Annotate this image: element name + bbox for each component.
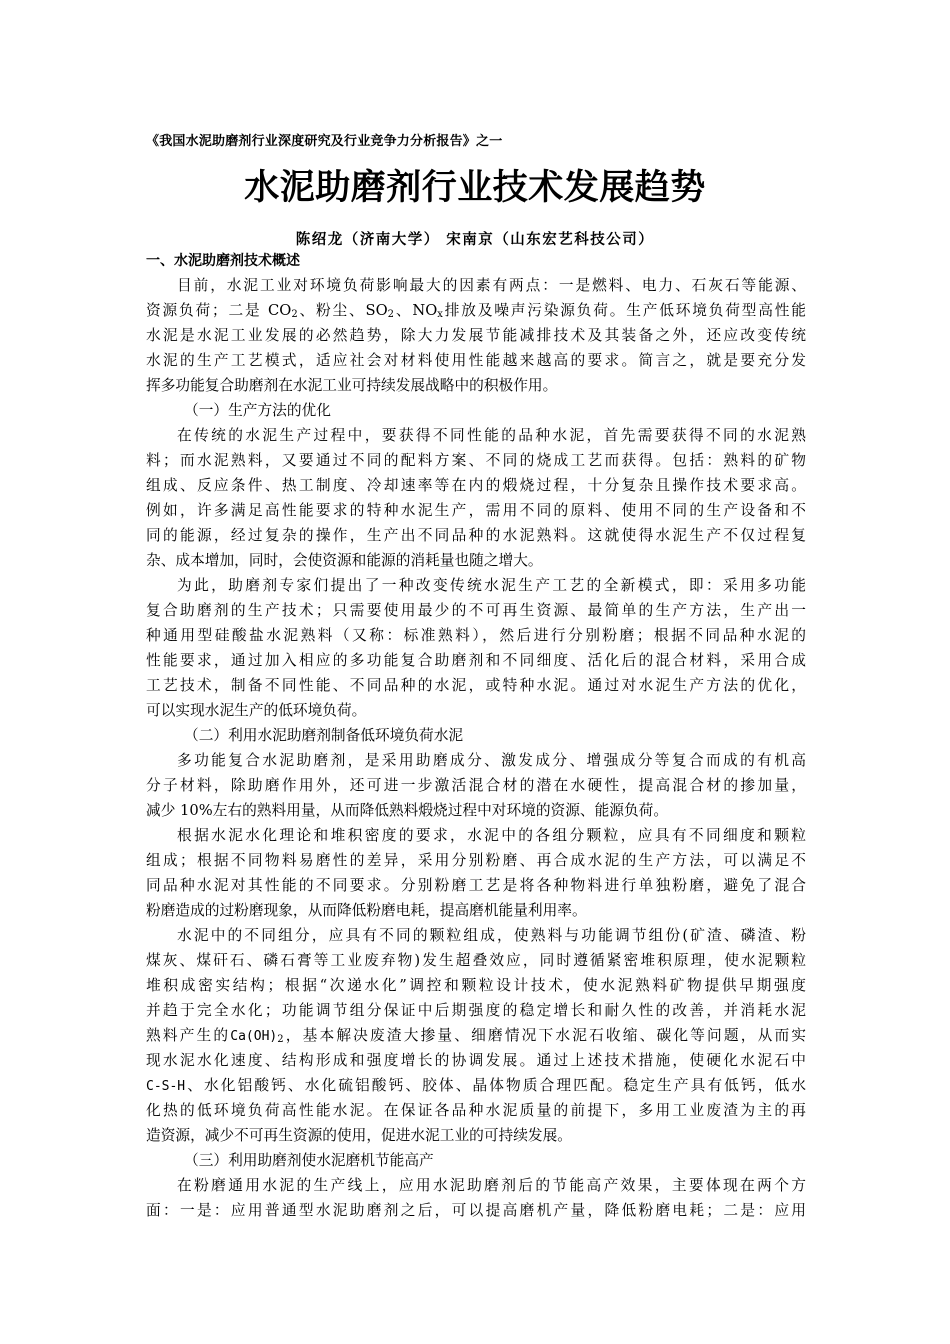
paragraph-line: 水泥的生产工艺模式，适应社会对材料使用性能越来越高的要求。简言之，就是要充分发 bbox=[146, 352, 806, 369]
page-title: 水泥助磨剂行业技术发展趋势 bbox=[244, 168, 706, 208]
paragraph-line: 杂、成本增加，同时，会使资源和能源的消耗量也随之增大。 bbox=[146, 552, 543, 569]
paragraph-line: 为此，助磨剂专家们提出了一种改变传统水泥生产工艺的全新模式，即：采用多功能 bbox=[177, 577, 806, 594]
subscript: x bbox=[437, 309, 443, 320]
paragraph-line: 目前，水泥工业对环境负荷影响最大的因素有两点：一是燃料、电力、石灰石等能源、 bbox=[177, 277, 806, 294]
paragraph-line: 组成、反应条件、热工制度、冷却速率等在内的煅烧过程，十分复杂且操作技术要求高。 bbox=[146, 477, 806, 494]
paragraph-line: 根据水泥水化理论和堆积密度的要求，水泥中的各组分颗粒，应具有不同细度和颗粒 bbox=[177, 827, 806, 844]
paragraph-line: 造资源，减少不可再生资源的使用，促进水泥工业的可持续发展。 bbox=[146, 1127, 572, 1144]
paragraph-line: 煤灰、煤矸石、磷石膏等工业废弃物)发生超叠效应，同时遵循紧密堆积原理，使水泥颗粒 bbox=[146, 952, 806, 969]
paragraph-line: 料；而水泥熟料，又要通过不同的配料方案、不同的烧成工艺而获得。包括：熟料的矿物 bbox=[146, 452, 806, 469]
paragraph-line: 现水泥水化速度、结构形成和强度增长的协调发展。通过上述技术措施，使硬化水泥石中 bbox=[146, 1052, 806, 1069]
section-heading: 一、水泥助磨剂技术概述 bbox=[146, 253, 300, 269]
paragraph-line: 工艺技术，制备不同性能、不同品种的水泥，或特种水泥。通过对水泥生产方法的优化， bbox=[146, 677, 806, 694]
text-run: 资源负荷；二是 CO bbox=[146, 302, 292, 319]
chemical-formula: Ca(OH) bbox=[230, 1029, 278, 1044]
chemical-formula: C-S-H bbox=[146, 1079, 186, 1094]
paragraph-line: 粉磨造成的过粉磨现象，从而降低粉磨电耗，提高磨机能量利用率。 bbox=[146, 902, 587, 919]
text-run: 排放及噪声污染源负荷。生产低环境负荷型高性能 bbox=[442, 302, 806, 319]
paragraph-line: 堆积成密实结构；根据“次递水化”调控和颗粒设计技术，使水泥熟料矿物提供早期强度 bbox=[146, 977, 806, 994]
paragraph-line: 多功能复合水泥助磨剂，是采用助磨成分、激发成分、增强成分等复合而成的有机高 bbox=[177, 752, 806, 769]
paragraph-line: 分子材料，除助磨作用外，还可进一步激活混合材的潜在水硬性，提高混合材的掺加量， bbox=[146, 777, 806, 794]
paragraph-line: 水泥中的不同组分，应具有不同的颗粒组成，使熟料与功能调节组份(矿渣、磷渣、粉 bbox=[177, 927, 806, 944]
series-subtitle: 《我国水泥助磨剂行业深度研究及行业竞争力分析报告》之一 bbox=[146, 134, 503, 149]
paragraph-line: 可以实现水泥生产的低环境负荷。 bbox=[146, 702, 367, 719]
paragraph-line bbox=[146, 1026, 806, 1046]
paragraph-line bbox=[146, 1076, 806, 1096]
text-run: 、水化铝酸钙、水化硫铝酸钙、胶体、晶体物质合理匹配。稳定生产具有低钙，低水 bbox=[185, 1077, 806, 1094]
subscript: 2 bbox=[277, 1034, 284, 1045]
authors-line: 陈绍龙（济南大学） 宋南京（山东宏艺科技公司） bbox=[295, 232, 655, 248]
paragraph-line bbox=[146, 301, 806, 321]
paragraph-line: 例如，许多满足高性能要求的特种水泥生产，需用不同的原料、使用不同的生产设备和不 bbox=[146, 502, 806, 519]
paragraph-line: 挥多功能复合助磨剂在水泥工业可持续发展战略中的积极作用。 bbox=[146, 377, 558, 394]
text-run: ，基本解决废渣大掺量、细磨情况下水泥石收缩、碳化等问题，从而实 bbox=[283, 1027, 806, 1044]
paragraph-line: 在传统的水泥生产过程中，要获得不同性能的品种水泥，首先需要获得不同的水泥熟 bbox=[177, 427, 806, 444]
paragraph-line: 并趋于完全水化；功能调节组分保证中后期强度的稳定增长和耐久性的改善，并消耗水泥 bbox=[146, 1002, 806, 1019]
paragraph-line: 种通用型硅酸盐水泥熟料（又称：标准熟料），然后进行分别粉磨；根据不同品种水泥的 bbox=[146, 627, 806, 644]
paragraph-line: 水泥是水泥工业发展的必然趋势，除大力发展节能减排技术及其装备之外，还应改变传统 bbox=[146, 327, 806, 344]
subsection-heading: （二）利用水泥助磨剂制备低环境负荷水泥 bbox=[184, 727, 464, 744]
text-run: 、NO bbox=[394, 302, 438, 319]
paragraph-line: 复合助磨剂的生产技术；只需要使用最少的不可再生资源、最简单的生产方法，生产出一 bbox=[146, 602, 806, 619]
text-run: 熟料产生的 bbox=[146, 1027, 231, 1044]
paragraph-line: 性能要求，通过加入相应的多功能复合助磨剂和不同细度、活化后的混合材料，采用合成 bbox=[146, 652, 806, 669]
paragraph-line: 化热的低环境负荷高性能水泥。在保证各品种水泥质量的前提下，多用工业废渣为主的再 bbox=[146, 1102, 806, 1119]
paragraph-line: 在粉磨通用水泥的生产线上，应用水泥助磨剂后的节能高产效果，主要体现在两个方 bbox=[177, 1177, 806, 1194]
subscript: 2 bbox=[291, 309, 298, 320]
paragraph-line: 同的能源，经过复杂的操作，生产出不同品种的水泥熟料。这就使得水泥生产不仅过程复 bbox=[146, 527, 806, 544]
text-run: 、粉尘、SO bbox=[297, 302, 388, 319]
subsection-heading: （一）生产方法的优化 bbox=[184, 402, 331, 419]
paragraph-line: 组成；根据不同物料易磨性的差异，采用分别粉磨、再合成水泥的生产方法，可以满足不 bbox=[146, 852, 806, 869]
paragraph-line: 减少 10%左右的熟料用量，从而降低熟料煅烧过程中对环境的资源、能源负荷。 bbox=[146, 802, 669, 819]
paragraph-line: 面：一是：应用普通型水泥助磨剂之后，可以提高磨机产量，降低粉磨电耗；二是：应用 bbox=[146, 1202, 806, 1219]
subsection-heading: （三）利用助磨剂使水泥磨机节能高产 bbox=[184, 1152, 434, 1169]
subscript: 2 bbox=[387, 309, 395, 320]
paragraph-line: 同品种水泥对其性能的不同要求。分别粉磨工艺是将各种物料进行单独粉磨，避免了混合 bbox=[146, 877, 806, 894]
